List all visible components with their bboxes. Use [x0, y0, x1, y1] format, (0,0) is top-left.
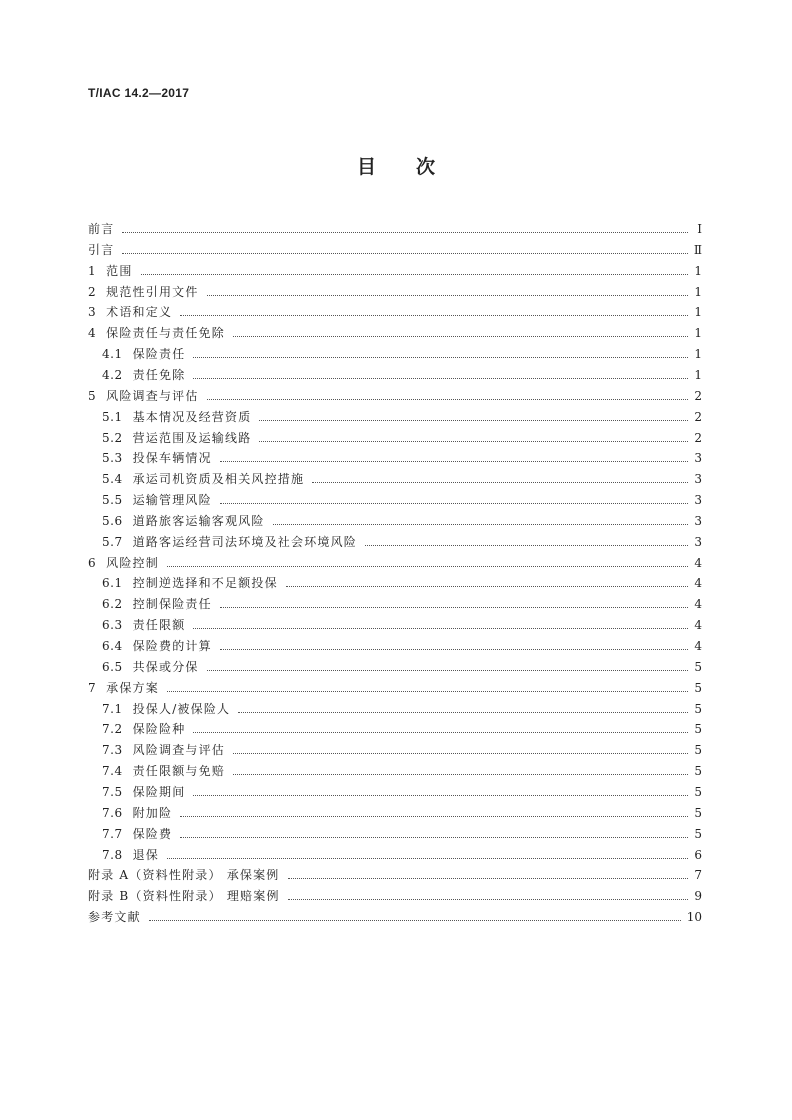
toc-entry-number: 6.5: [102, 659, 123, 674]
toc-entry-page: 4: [694, 597, 702, 612]
toc-entry-number: 3: [88, 305, 97, 320]
toc-entry[interactable]: [88, 862, 702, 882]
toc-entry-number: 7.7: [102, 826, 123, 841]
dot-leader: [220, 607, 688, 608]
toc-entry-number: 5.5: [102, 493, 123, 508]
dot-leader: [312, 482, 688, 483]
toc-entry-label: 承运司机资质及相关风控措施: [132, 472, 305, 487]
toc-entry-page: 2: [694, 409, 702, 424]
toc-entry-page: 5: [694, 764, 702, 779]
toc-entry-label: 投保车辆情况: [132, 451, 212, 466]
toc-entry[interactable]: [88, 258, 702, 278]
toc-entry-page: 5: [694, 784, 702, 799]
toc-entry-number: 7.3: [102, 743, 123, 758]
toc-entry-number: 7.6: [102, 805, 123, 820]
toc-entry-page: 9: [694, 889, 702, 904]
dot-leader: [167, 691, 688, 692]
toc-entry-page: 4: [694, 618, 702, 633]
toc-entry[interactable]: [88, 341, 702, 361]
toc-entry-label: 保险期间: [132, 784, 186, 799]
toc-entry-label: 责任免除: [132, 367, 186, 382]
toc-entry[interactable]: [88, 716, 702, 736]
toc-entry[interactable]: [88, 696, 702, 716]
toc-entry-page: 7: [694, 868, 702, 883]
toc-entry[interactable]: [88, 466, 702, 486]
dot-leader: [220, 461, 688, 462]
dot-leader: [288, 878, 689, 879]
toc-entry-number: 5.7: [102, 534, 123, 549]
toc-entry-number: 5.4: [102, 472, 123, 487]
toc-entry-label: 共保或分保: [132, 659, 199, 674]
toc-entry-label: 承保方案: [106, 680, 159, 695]
toc-entry-label: 范围: [106, 263, 133, 278]
toc-entry[interactable]: [88, 633, 702, 653]
toc-entry-page: 3: [694, 513, 702, 528]
toc-entry-page: 5: [694, 722, 702, 737]
page-title: [0, 152, 792, 179]
toc-entry-page: 1: [694, 284, 702, 299]
toc-entry[interactable]: [88, 237, 702, 257]
dot-leader: [122, 232, 688, 233]
toc-entry[interactable]: [88, 550, 702, 570]
title-char-1: 目: [356, 156, 376, 178]
toc-entry[interactable]: [88, 821, 702, 841]
toc-entry-number: 5.2: [102, 430, 123, 445]
dot-leader: [193, 357, 688, 358]
toc-entry-label: 风险调查与评估: [106, 388, 199, 403]
toc-entry-label: 参考文献: [88, 910, 141, 925]
toc-entry-label: 运输管理风险: [132, 493, 212, 508]
dot-leader: [180, 315, 688, 316]
dot-leader: [233, 336, 688, 337]
toc-entry-page: 10: [686, 910, 702, 925]
toc-entry-label: 附加险: [132, 805, 173, 820]
toc-entry-page: 3: [694, 451, 702, 466]
toc-entry-page: 1: [694, 263, 702, 278]
toc-entry[interactable]: [88, 737, 702, 757]
toc-entry[interactable]: [88, 362, 702, 382]
toc-entry-page: 4: [694, 576, 702, 591]
toc-entry-number: 7.8: [102, 847, 123, 862]
toc-entry-number: 7.4: [102, 764, 123, 779]
toc-entry-page: 1: [694, 326, 702, 341]
dot-leader: [365, 545, 688, 546]
toc-entry[interactable]: [88, 508, 702, 528]
toc-entry-label: 前言: [88, 222, 115, 236]
toc-entry-label: 责任限额与免赔: [132, 764, 225, 779]
toc-entry-page: 3: [694, 472, 702, 487]
toc-entry-page: 5: [694, 805, 702, 820]
toc-entry[interactable]: [88, 383, 702, 403]
toc-entry-number: 6.3: [102, 618, 123, 633]
toc-entry[interactable]: [88, 216, 702, 236]
toc-entry-page: 1: [694, 305, 702, 320]
dot-leader: [207, 399, 688, 400]
dot-leader: [122, 253, 687, 254]
toc-entry[interactable]: [88, 487, 702, 507]
toc-entry[interactable]: [88, 529, 702, 549]
toc-entry-number: 5.6: [102, 513, 123, 528]
dot-leader: [259, 420, 688, 421]
dot-leader: [233, 753, 688, 754]
toc-entry-label: 术语和定义: [106, 305, 173, 320]
dot-leader: [193, 628, 688, 629]
toc-entry[interactable]: [88, 800, 702, 820]
toc-entry[interactable]: [88, 654, 702, 674]
toc-entry-page: 5: [694, 701, 702, 716]
toc-entry-label: 保险责任与责任免除: [106, 326, 225, 341]
toc-entry-label: 基本情况及经营资质: [132, 409, 252, 424]
toc-entry-label: 保险费: [132, 826, 173, 841]
dot-leader: [288, 899, 688, 900]
toc-entry-label: 营运范围及运输线路: [132, 430, 252, 445]
dot-leader: [207, 670, 688, 671]
dot-leader: [238, 712, 688, 713]
toc-entry-page: 4: [694, 639, 702, 653]
toc-entry[interactable]: [88, 591, 702, 611]
dot-leader: [193, 378, 688, 379]
toc-entry-label: 保险费的计算: [132, 639, 212, 653]
toc-entry-number: 6: [88, 555, 97, 570]
dot-leader: [141, 274, 688, 275]
toc-entry-page: 4: [694, 555, 702, 570]
toc-entry-label: 控制逆选择和不足额投保: [132, 576, 278, 591]
toc-entry-label: 道路旅客运输客观风险: [132, 513, 265, 528]
toc-entry-label: 控制保险责任: [132, 597, 212, 612]
toc-entry-page: Ⅱ: [693, 242, 702, 257]
toc-entry[interactable]: [88, 320, 702, 340]
dot-leader: [167, 566, 688, 567]
dot-leader: [149, 920, 681, 921]
toc-entry-page: 3: [694, 493, 702, 508]
toc-entry-number: 7.5: [102, 784, 123, 799]
toc-entry-label: 附录 A（资料性附录） 承保案例: [88, 868, 280, 883]
toc-entry-page: 2: [694, 430, 702, 445]
toc-entry-number: 2: [88, 284, 97, 299]
toc-entry[interactable]: [88, 904, 702, 924]
toc-entry-label: 保险责任: [132, 347, 186, 362]
toc-entry-number: 5.1: [102, 409, 123, 424]
toc-entry[interactable]: [88, 758, 702, 778]
toc-entry-label: 规范性引用文件: [106, 284, 199, 299]
toc-entry-label: 风险调查与评估: [132, 743, 225, 758]
toc-entry[interactable]: [88, 570, 702, 590]
toc-entry-page: 2: [694, 388, 702, 403]
dot-leader: [193, 732, 688, 733]
toc-entry-label: 保险险种: [132, 722, 186, 737]
toc-entry[interactable]: [88, 445, 702, 465]
dot-leader: [273, 524, 688, 525]
toc-entry-number: 6.4: [102, 639, 123, 653]
toc-entry-page: 5: [694, 659, 702, 674]
dot-leader: [180, 816, 688, 817]
dot-leader: [180, 837, 688, 838]
toc-entry-page: 6: [694, 847, 702, 862]
toc-entry[interactable]: [88, 675, 702, 695]
toc-entry-number: 7.2: [102, 722, 123, 737]
dot-leader: [167, 858, 688, 859]
toc-entry-page: 5: [694, 826, 702, 841]
toc-entry-label: 风险控制: [106, 555, 159, 570]
title-char-2: 次: [416, 156, 436, 178]
toc-entry-number: 5.3: [102, 451, 123, 466]
toc-entry-label: 道路客运经营司法环境及社会环境风险: [132, 534, 357, 549]
document-code: T/IAC 14.2—2017: [88, 86, 190, 100]
toc-entry[interactable]: [88, 425, 702, 445]
toc-entry-label: 退保: [132, 847, 159, 862]
toc-entry-number: 7.1: [102, 701, 123, 716]
dot-leader: [220, 649, 688, 650]
toc-entry[interactable]: [88, 842, 702, 862]
toc-entry[interactable]: [88, 883, 702, 903]
toc-entry-page: 5: [694, 680, 702, 695]
toc-entry-number: 7: [88, 680, 97, 695]
toc-entry-page: 1: [694, 367, 702, 382]
dot-leader: [193, 795, 688, 796]
toc-entry-label: 附录 B（资料性附录） 理赔案例: [88, 889, 280, 904]
toc-entry-number: 5: [88, 388, 97, 403]
toc-entry-number: 6.2: [102, 597, 123, 612]
toc-entry-page: 1: [694, 347, 702, 362]
toc-entry-number: 4.2: [102, 367, 123, 382]
toc-entry-number: 6.1: [102, 576, 123, 591]
toc-entry-number: 4: [88, 326, 97, 341]
dot-leader: [233, 774, 688, 775]
toc-entry-page: 3: [694, 534, 702, 549]
toc-entry-number: 1: [88, 263, 97, 278]
toc-entry[interactable]: [88, 404, 702, 424]
toc-entry[interactable]: [88, 779, 702, 799]
toc-entry[interactable]: [88, 612, 702, 632]
toc-entry-label: 投保人/被保险人: [132, 701, 231, 716]
toc-entry-page: 5: [694, 743, 702, 758]
dot-leader: [220, 503, 688, 504]
toc-entry-label: 责任限额: [132, 618, 186, 633]
dot-leader: [207, 295, 688, 296]
toc-entry-number: 4.1: [102, 347, 123, 362]
toc-entry[interactable]: [88, 299, 702, 319]
toc-entry[interactable]: [88, 279, 702, 299]
toc-entry-page: Ⅰ: [697, 222, 702, 236]
dot-leader: [286, 586, 688, 587]
toc-entry-label: 引言: [88, 242, 115, 257]
dot-leader: [259, 441, 688, 442]
